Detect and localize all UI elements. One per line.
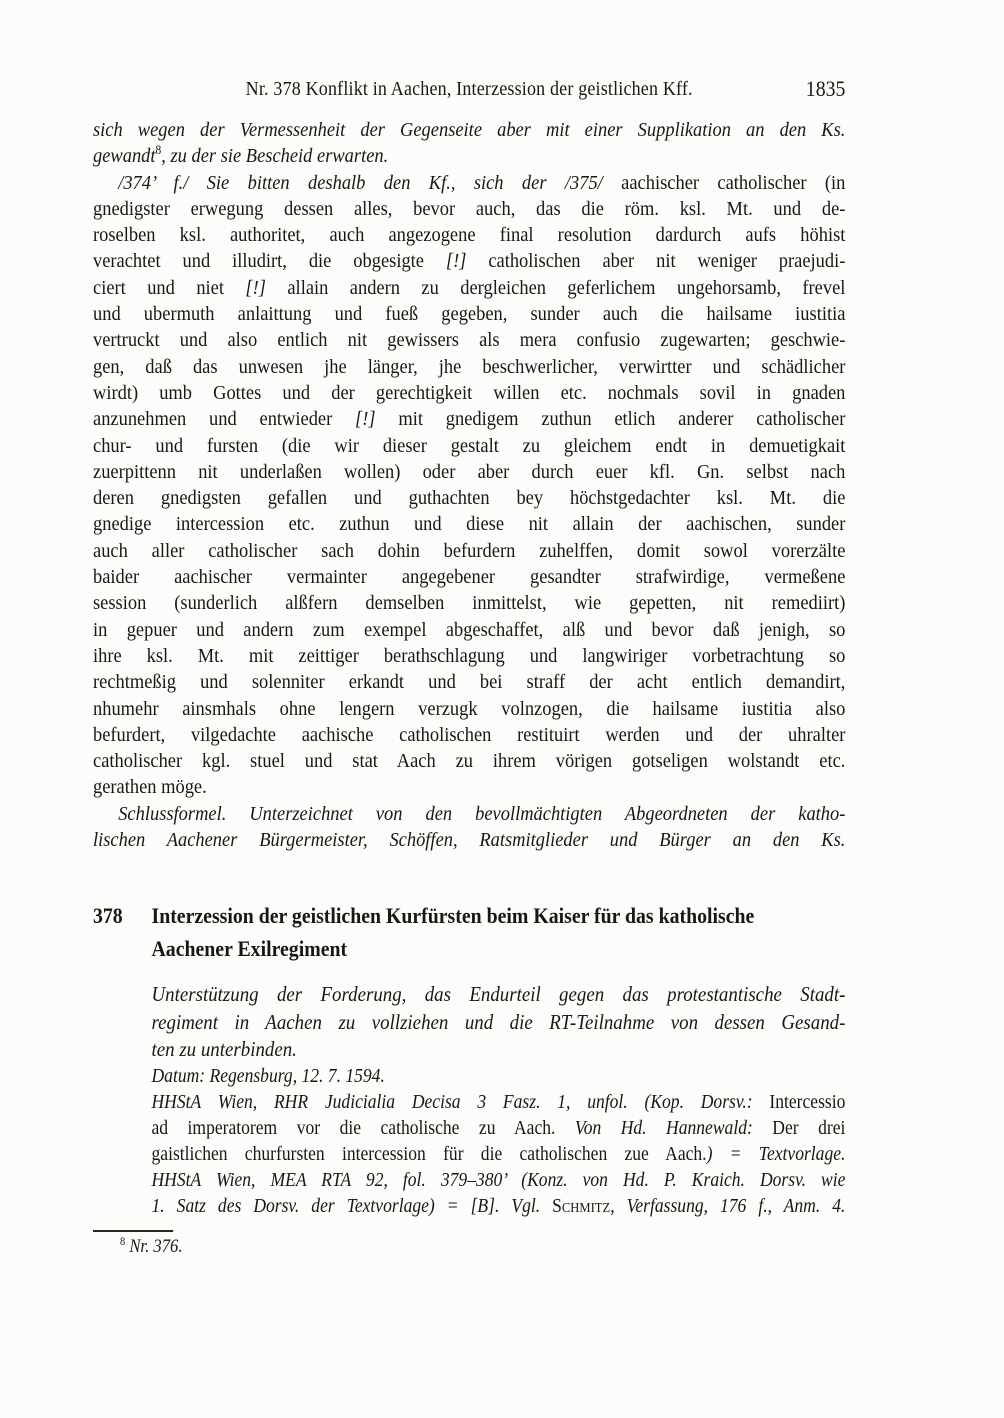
text-segment: Datum: Regensburg, 12. 7. 1594. [151, 1065, 385, 1087]
text-segment: HHStA Wien, RHR Judicialia Decisa 3 Fasz. 1, unfol. (Kop. Dorsv.: [151, 1091, 753, 1113]
text-line [152, 1090, 846, 1116]
schlussformel-paragraph [93, 801, 845, 854]
text-line [93, 669, 845, 695]
footnote-marker: 8 [120, 1235, 126, 1248]
text-segment: Schmitz [552, 1195, 611, 1217]
text-column [93, 78, 845, 1259]
source-citation [152, 1064, 846, 1220]
text-segment: in gepuer und andern zum exempel abgeschaffet, alß und bevor daß jenigh, so [93, 618, 846, 641]
text-segment: ten zu unterbinden. [151, 1037, 297, 1062]
text-segment: und ubermuth anlaittung und fueß gegeben, sunder auch die hailsame iustitia [93, 303, 846, 326]
text-line [93, 406, 845, 432]
text-segment: /374’ f./ Sie bitten deshalb den Kf., sich der /375/ [118, 171, 603, 194]
text-segment: rechtmeßig und solenniter erkandt und bei straff der acht entlich demandirt, [93, 671, 846, 694]
text-segment: ihre ksl. Mt. mit zeittiger berathschlagung und langwiriger vorbetrachtung so [93, 644, 846, 667]
text-line [93, 380, 845, 406]
text-line [152, 981, 846, 1009]
text-segment: lischen Aachener Bürgermeister, Schöffen, Ratsmitglieder und Bürger an den Ks. [93, 829, 846, 852]
text-segment: gewandt [93, 145, 156, 168]
text-segment: aachischer catholischer (in [602, 171, 846, 194]
text-segment: gerathen möge. [93, 776, 207, 799]
text-segment: regiment in Aachen zu vollziehen und die RT-Teilnahme von dessen Gesand- [151, 1009, 846, 1034]
text-line [93, 932, 845, 965]
text-segment: catholischer kgl. stuel und stat Aach zu ihrem vörigen gotseligen wolstandt etc. [93, 750, 846, 773]
intro-paragraph [93, 117, 845, 170]
text-line [93, 801, 845, 827]
text-segment: [!] [245, 276, 266, 299]
section-summary [152, 981, 846, 1064]
text-segment: vertruckt und also entlich nit gewissers als mera confusio zugewarten; geschwie- [93, 329, 846, 352]
text-line [152, 1194, 846, 1220]
text-segment: wirdt) umb Gottes und der gerechtigkeit willen etc. nochmals sovil in gnaden [93, 381, 846, 404]
text-segment: ad imperatorem vor die catholische zu Aach. [151, 1117, 575, 1139]
text-line [120, 1235, 845, 1259]
text-line [93, 827, 845, 853]
text-segment: gnedigster erwegung dessen alles, bevor auch, das die röm. ksl. Mt. und de- [93, 197, 846, 220]
page-number: 1835 [805, 76, 846, 101]
text-line [93, 538, 845, 564]
text-segment: mit gnedigem zuthun etlich anderer catholischer [375, 408, 846, 431]
text-segment: sich wegen der Vermessenheit der Gegenseite aber mit einer Supplikation an den Ks. [93, 119, 846, 141]
text-segment: befurdert, vilgedachte aachische catholischen restituirt werden und der uhralter [93, 723, 846, 746]
text-segment: [!] [355, 408, 376, 431]
text-segment: ciert und niet [93, 276, 246, 299]
text-line [152, 1064, 846, 1090]
text-segment: catholischen aber nit weniger praejudi- [466, 250, 846, 273]
petition-paragraph [93, 170, 845, 801]
footnote-376 [93, 1235, 845, 1259]
text-segment: zuerpittenn nit underlaßen wollen) oder aber durch euer kfl. Gn. selbst nach [93, 460, 846, 483]
text-segment: chur- und fursten (die wir dieser gestalt zu gleichem endt in demuetigkait [93, 434, 846, 457]
running-head-title: Nr. 378 Konflikt in Aachen, Interzession der geistlichen Kff. [245, 78, 693, 100]
text-segment: HHStA Wien, MEA RTA 92, fol. 379–380’ (Konz. von Hd. P. Kraich. Dorsv. wie [151, 1169, 846, 1191]
footnote-marker: 8 [155, 143, 162, 158]
text-line [93, 617, 845, 643]
text-segment: Schlussformel. Unterzeichnet von den bevollmächtigten Abgeordneten der katho- [118, 802, 846, 825]
text-line [93, 590, 845, 616]
text-segment: nhumehr ainsmhals ohne lengern verzugk volnzogen, die hailsame iustitia also [93, 697, 846, 720]
text-segment: 1. Satz des Dorsv. der Textvorlage) = [B]. Vgl. [151, 1195, 553, 1217]
text-segment: [!] [445, 250, 467, 273]
text-line [93, 899, 845, 932]
text-segment: allain andern zu dergleichen geferlichem ungehorsamb, frevel [265, 276, 846, 299]
text-segment: roselben ksl. authoritet, auch angezogene final resolution dardurch aufs höhist [93, 224, 846, 247]
text-segment: gaistlichen churfursten intercession für die catholischen zue Aach. [151, 1143, 707, 1165]
text-segment: Von Hd. Hannewald: [574, 1117, 753, 1139]
text-segment: anzunehmen und entwieder [93, 408, 356, 431]
text-segment: 378 [93, 903, 123, 929]
text-blocks [93, 117, 845, 1259]
text-line [93, 222, 845, 248]
text-line [93, 485, 845, 511]
text-line [93, 170, 845, 196]
text-segment: , zu der sie Bescheid erwarten. [161, 145, 389, 168]
text-line [93, 433, 845, 459]
text-segment: deren gnedigsten gefallen und guthachten bey höchstgedachter ksl. Mt. die [93, 487, 846, 510]
footnote-rule [93, 1230, 173, 1232]
text-segment: Unterstützung der Forderung, das Endurteil gegen das protestantische Stadt- [151, 982, 846, 1007]
text-segment: gen, daß das unwesen jhe länger, jhe beschwerlicher, verwirtter und schädlicher [93, 355, 846, 378]
text-line [93, 774, 845, 800]
text-line [93, 301, 845, 327]
text-segment: , Verfassung, 176 f., Anm. 4. [610, 1195, 846, 1217]
text-line [93, 327, 845, 353]
text-line [152, 1009, 846, 1037]
text-segment: Der drei [752, 1117, 846, 1139]
text-segment: session (sunderlich alßfern demselben inmittelst, wie gepetten, nit remediirt) [93, 592, 846, 615]
text-line [93, 722, 845, 748]
text-segment: ) = Textvorlage. [706, 1143, 846, 1165]
text-segment: verachtet und illudirt, die obgesigte [93, 250, 446, 273]
text-line [93, 696, 845, 722]
text-segment: Aachener Exilregiment [151, 936, 348, 962]
section-heading [93, 899, 845, 965]
running-head [93, 78, 845, 104]
text-line [93, 248, 845, 274]
text-line [152, 1142, 846, 1168]
text-segment: Interzession der geistlichen Kurfürsten beim Kaiser für das katholische [151, 903, 755, 929]
text-line [93, 748, 845, 774]
text-line [93, 117, 845, 143]
text-line [93, 564, 845, 590]
text-segment: baider aachischer vermainter angegebener gesandter strafwirdige, vermeßene [93, 566, 846, 589]
text-line [152, 1168, 846, 1194]
text-line [93, 354, 845, 380]
text-line [152, 1116, 846, 1142]
text-line [93, 196, 845, 222]
text-segment: gnedige intercession etc. zuthun und diese nit allain der aachischen, sunder [93, 513, 846, 536]
text-segment: Intercessio [752, 1091, 846, 1113]
text-line [152, 1036, 846, 1064]
text-line [93, 511, 845, 537]
text-line [93, 143, 845, 169]
text-line [93, 459, 845, 485]
text-segment: Nr. 376. [125, 1236, 183, 1257]
text-line [93, 275, 845, 301]
text-line [93, 643, 845, 669]
text-segment: auch aller catholischer sach dohin befurdern zuhelffen, domit sowol vorerzälte [93, 539, 846, 562]
